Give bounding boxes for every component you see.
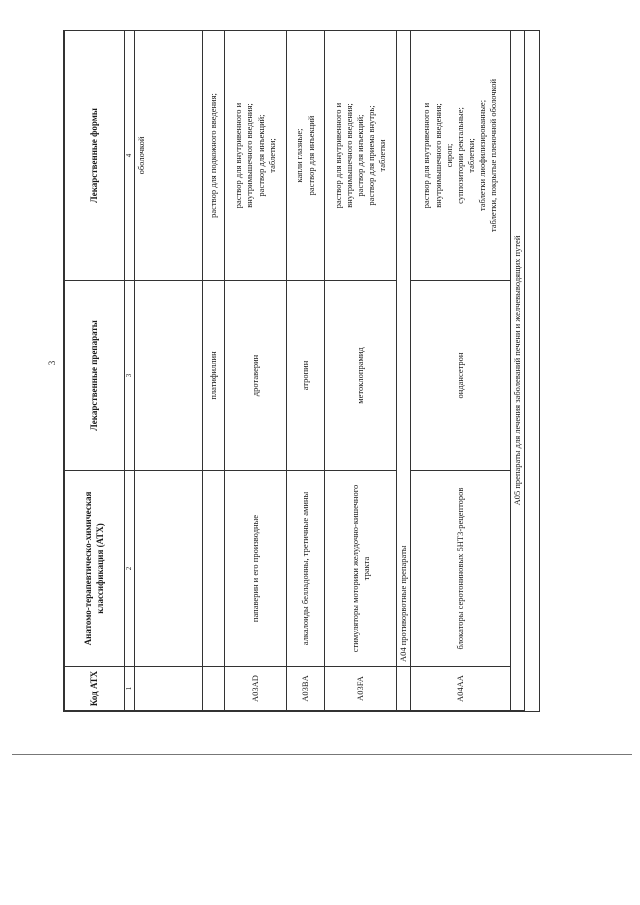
header-drugs: Лекарственные препараты (65, 281, 125, 471)
cell-classification: папаверин и его производные (225, 471, 287, 667)
header-classification: Анатомо-терапевтическо-химическая классификация (АТХ) (65, 471, 125, 667)
form-item: раствор для инъекций; (354, 114, 365, 197)
form-item: внутримышечного введения; (432, 103, 443, 208)
form-item: таблетки лиофилизированные; (476, 99, 487, 212)
header-code: Код АТХ (65, 667, 125, 711)
table-row (203, 31, 225, 711)
form-item: раствор для приема внутрь; (366, 105, 377, 206)
table-header-row (65, 31, 125, 711)
table-row (225, 31, 287, 711)
drug-table-frame (63, 30, 540, 712)
cell-forms: оболочкой (135, 31, 203, 281)
cell-forms (287, 31, 325, 281)
cell-drug: платифиллин (203, 281, 225, 471)
cell-code: A04AA (410, 667, 510, 711)
cell-classification (135, 471, 203, 667)
form-item: таблетки; (266, 138, 277, 173)
form-item: таблетки (377, 139, 388, 172)
column-number-row (125, 31, 135, 711)
cell-forms (410, 31, 510, 281)
cell-classification: алкалоиды белладонны, третичные амины (287, 471, 325, 667)
cell-classification: стимуляторы моторики желудочно-кишечного тракта (325, 471, 397, 667)
cell-code: A03BA (287, 667, 325, 711)
cell-classification: блокаторы серотониновых 5HT3-рецепторов (410, 471, 510, 667)
cell-classification (203, 471, 225, 667)
form-item: таблетки, покрытые пленочной оболочкой (487, 78, 498, 233)
form-item: сироп; (443, 143, 454, 168)
page-number: 3 (47, 360, 57, 366)
group-row-a04 (397, 31, 411, 711)
cell-code (397, 667, 411, 711)
cell-drug: ондансетрон (410, 281, 510, 471)
form-item: раствор для инъекций; (255, 114, 266, 197)
group-row-a05 (510, 31, 524, 711)
cell-drug (135, 281, 203, 471)
drug-table (64, 30, 525, 711)
cell-forms (203, 31, 225, 281)
cell-code (203, 667, 225, 711)
form-item: капли глазные; (294, 128, 305, 183)
cell-forms (325, 31, 397, 281)
form-item: раствор для инъекций (305, 115, 316, 196)
table-row (325, 31, 397, 711)
cell-drug: метоклопрамид (325, 281, 397, 471)
cell-code (135, 667, 203, 711)
col-number: 4 (125, 31, 135, 281)
form-item: внутримышечного введения; (244, 103, 255, 208)
col-number: 2 (125, 471, 135, 667)
cell-drug: атропин (287, 281, 325, 471)
form-item: внутримышечного введения; (343, 103, 354, 208)
footer-divider (12, 754, 632, 755)
col-number: 3 (125, 281, 135, 471)
drug-table-rotated (64, 31, 539, 711)
form-item: раствор для внутривенного и (233, 102, 244, 209)
group-title: A05 препараты для лечения заболеваний печени и желчевыводящих путей (510, 31, 524, 711)
group-title: A04 противорвотные препараты (397, 31, 411, 667)
table-row (410, 31, 510, 711)
form-item: суппозитории ректальные; (454, 107, 465, 204)
header-forms: Лекарственные формы (65, 31, 125, 281)
form-item: раствор для внутривенного и (332, 102, 343, 209)
table-row (135, 31, 203, 711)
form-item: раствор для внутривенного и (421, 102, 432, 209)
cell-code: A03AD (225, 667, 287, 711)
form-item: раствор для подкожного введения; (207, 93, 218, 218)
col-number: 1 (125, 667, 135, 711)
table-row (287, 31, 325, 711)
cell-forms (225, 31, 287, 281)
cell-drug: дротаверин (225, 281, 287, 471)
form-item: таблетки; (465, 138, 476, 173)
cell-code: A03FA (325, 667, 397, 711)
